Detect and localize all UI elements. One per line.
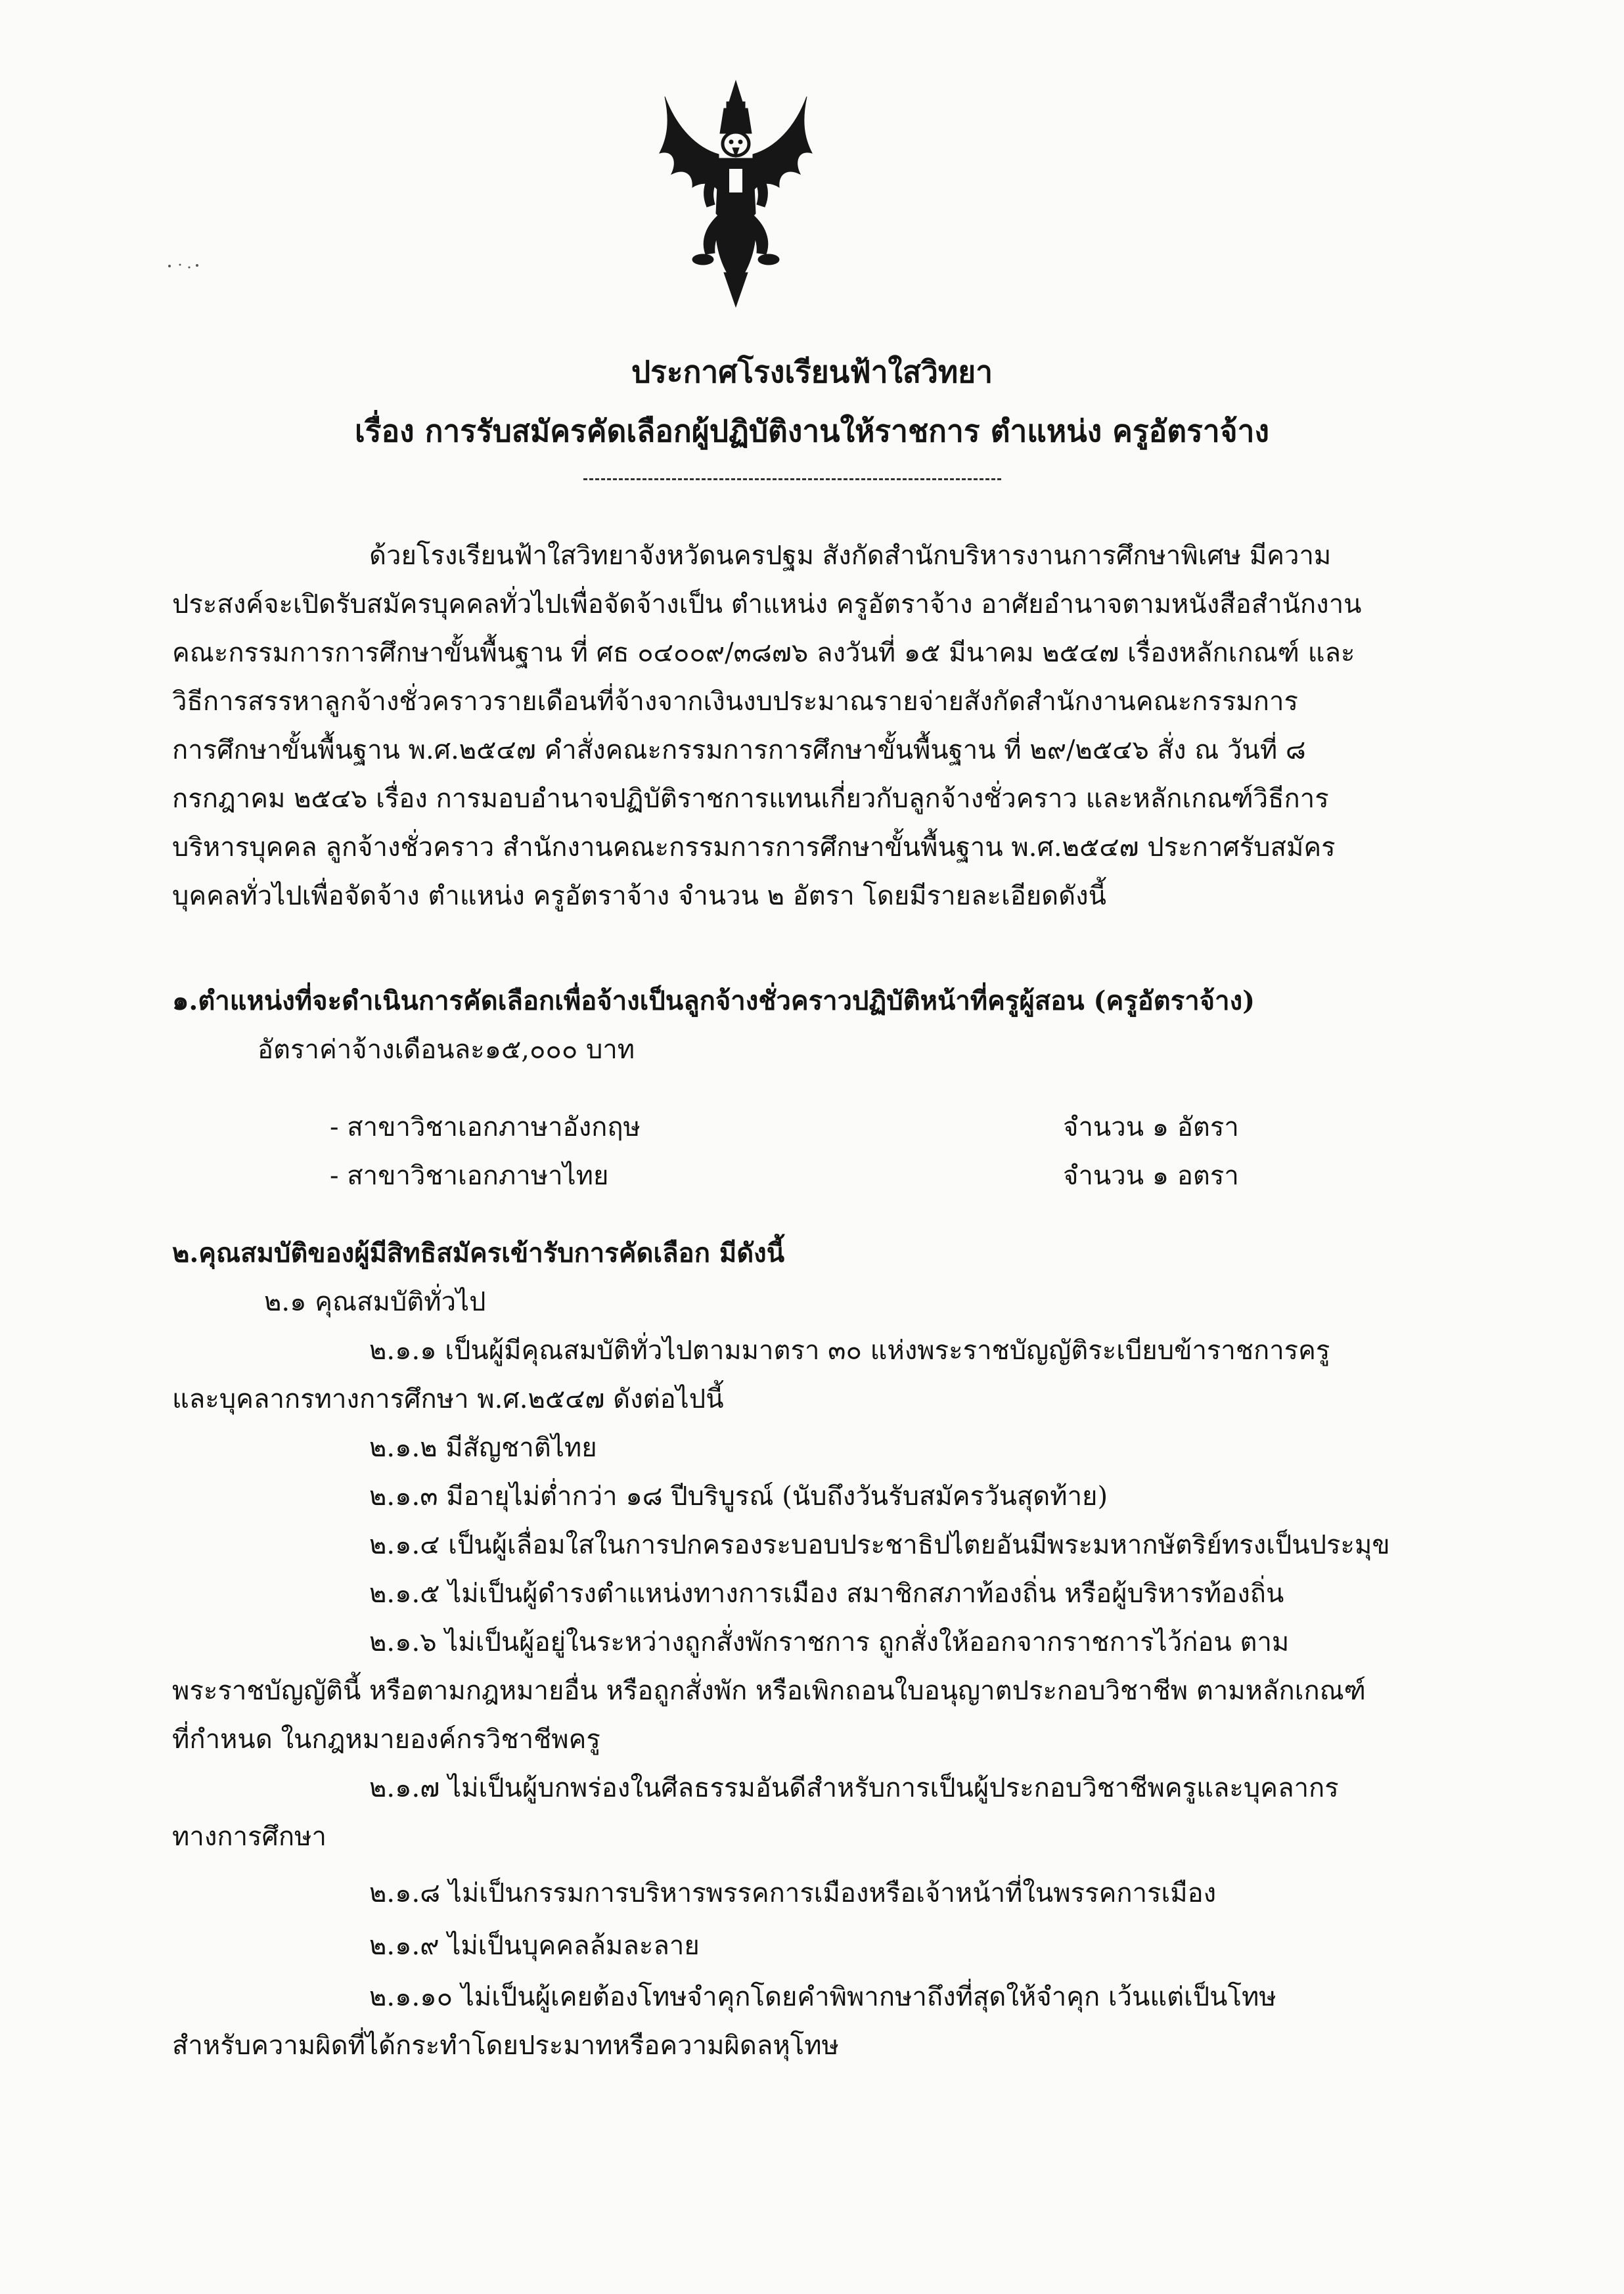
position-count: จำนวน ๑ อตรา bbox=[1063, 1161, 1239, 1191]
intro-line: บริหารบุคคล ลูกจ้างชั่วคราว สำนักงานคณะกรรมการการศึกษาขั้นพื้นฐาน พ.ศ.๒๕๔๗ ประกาศรับสมัคร bbox=[172, 832, 1336, 863]
qualification-line: และบุคลากรทางการศึกษา พ.ศ.๒๕๔๗ ดังต่อไปนี้ bbox=[172, 1384, 724, 1414]
garuda-emblem-icon bbox=[650, 76, 821, 312]
qualification-line: พระราชบัญญัตินี้ หรือตามกฎหมายอื่น หรือถูกสั่งพัก หรือเพิกถอนใบอนุญาตประกอบวิชาชีพ ตามหลักเกณฑ์ bbox=[172, 1676, 1366, 1706]
qualification-line: ๒.๑.๙ ไม่เป็นบุคคลล้มละลาย bbox=[369, 1931, 700, 1961]
qualification-line: ที่กำหนด ในกฎหมายองค์กรวิชาชีพครู bbox=[172, 1724, 600, 1755]
intro-line: กรกฎาคม ๒๕๔๖ เรื่อง การมอบอำนาจปฏิบัติราชการแทนเกี่ยวกับลูกจ้างชั่วคราว และหลักเกณฑ์วิธีการ bbox=[172, 784, 1329, 814]
qualification-line: ๒.๑.๕ ไม่เป็นผู้ดำรงตำแหน่งทางการเมือง สมาชิกสภาท้องถิ่น หรือผู้บริหารท้องถิ่น bbox=[369, 1579, 1284, 1609]
intro-line: การศึกษาขั้นพื้นฐาน พ.ศ.๒๕๔๗ คำสั่งคณะกรรมการการศึกษาขั้นพื้นฐาน ที่ ๒๙/๒๕๔๖ สั่ง ณ วันที่ ๘ bbox=[172, 735, 1306, 765]
wage-rate: อัตราค่าจ้างเดือนละ๑๕,๐๐๐ บาท bbox=[258, 1035, 635, 1065]
qualification-line: ทางการศึกษา bbox=[172, 1822, 327, 1852]
section1-heading: ๑.ตำแหน่งที่จะดำเนินการคัดเลือกเพื่อจ้างเป็นลูกจ้างชั่วคราวปฏิบัติหน้าที่ครูผู้สอน (ครูอัตราจ้าง) bbox=[172, 985, 1255, 1016]
announcement-subject: เรื่อง การรับสมัครคัดเลือกผู้ปฏิบัติงานให้ราชการ ตำแหน่ง ครูอัตราจ้าง bbox=[355, 413, 1269, 449]
qualification-line: ๒.๑.๒ มีสัญชาติไทย bbox=[369, 1433, 597, 1463]
qualification-line: ๒.๑.๖ ไม่เป็นผู้อยู่ในระหว่างถูกสั่งพักราชการ ถูกสั่งให้ออกจากราชการไว้ก่อน ตาม bbox=[369, 1627, 1290, 1657]
qualification-line: ๒.๑.๗ ไม่เป็นผู้บกพร่องในศีลธรรมอันดีสำหรับการเป็นผู้ประกอบวิชาชีพครูและบุคลากร bbox=[369, 1773, 1339, 1803]
header-divider bbox=[583, 478, 1001, 480]
qualification-line: ๒.๑.๔ เป็นผู้เลื่อมใสในการปกครองระบอบประชาธิปไตยอันมีพระมหากษัตริย์ทรงเป็นประมุข bbox=[369, 1530, 1390, 1560]
qualification-line: ๒.๑.๘ ไม่เป็นกรรมการบริหารพรรคการเมืองหรือเจ้าหน้าที่ในพรรคการเมือง bbox=[369, 1878, 1217, 1908]
position-count: จำนวน ๑ อัตรา bbox=[1063, 1112, 1239, 1142]
intro-line: คณะกรรมการการศึกษาขั้นพื้นฐาน ที่ ศธ ๐๔๐๐๙/๓๘๗๖ ลงวันที่ ๑๕ มีนาคม ๒๕๔๗ เรื่องหลักเกณฑ์ และ bbox=[172, 638, 1355, 668]
position-subject: - สาขาวิชาเอกภาษาไทย bbox=[330, 1161, 609, 1191]
intro-line: ด้วยโรงเรียนฟ้าใสวิทยาจังหวัดนครปฐม สังกัดสำนักบริหารงานการศึกษาพิเศษ มีความ bbox=[369, 541, 1332, 571]
intro-line: บุคคลทั่วไปเพื่อจัดจ้าง ตำแหน่ง ครูอัตราจ้าง จำนวน ๒ อัตรา โดยมีรายละเอียดดังนี้ bbox=[172, 881, 1106, 911]
position-subject: - สาขาวิชาเอกภาษาอังกฤษ bbox=[330, 1112, 641, 1142]
intro-line: วิธีการสรรหาลูกจ้างชั่วคราวรายเดือนที่จ้างจากเงินงบประมาณรายจ่ายสังกัดสำนักงานคณะกรรมการ bbox=[172, 686, 1298, 717]
section2-heading: ๒.คุณสมบัติของผู้มีสิทธิสมัครเข้ารับการคัดเลือก มีดังนี้ bbox=[172, 1238, 785, 1269]
scan-speck bbox=[164, 259, 204, 273]
section2-subheading: ๒.๑ คุณสมบัติทั่วไป bbox=[264, 1287, 486, 1317]
intro-line: ประสงค์จะเปิดรับสมัครบุคคลทั่วไปเพื่อจัดจ้างเป็น ตำแหน่ง ครูอัตราจ้าง อาศัยอำนาจตามหนังสือสำนักงาน bbox=[172, 589, 1362, 619]
qualification-line: ๒.๑.๑ เป็นผู้มีคุณสมบัติทั่วไปตามมาตรา ๓๐ แห่งพระราชบัญญัติระเบียบข้าราชการครู bbox=[369, 1336, 1330, 1366]
announcement-title: ประกาศโรงเรียนฟ้าใสวิทยา bbox=[631, 354, 993, 390]
qualification-line: ๒.๑.๑๐ ไม่เป็นผู้เคยต้องโทษจำคุกโดยคำพิพากษาถึงที่สุดให้จำคุก เว้นแต่เป็นโทษ bbox=[369, 1982, 1276, 2012]
qualification-line: ๒.๑.๓ มีอายุไม่ต่ำกว่า ๑๘ ปีบริบูรณ์ (นับถึงวันรับสมัครวันสุดท้าย) bbox=[369, 1481, 1108, 1512]
qualification-line: สำหรับความผิดที่ได้กระทำโดยประมาทหรือความผิดลหุโทษ bbox=[172, 2031, 839, 2061]
